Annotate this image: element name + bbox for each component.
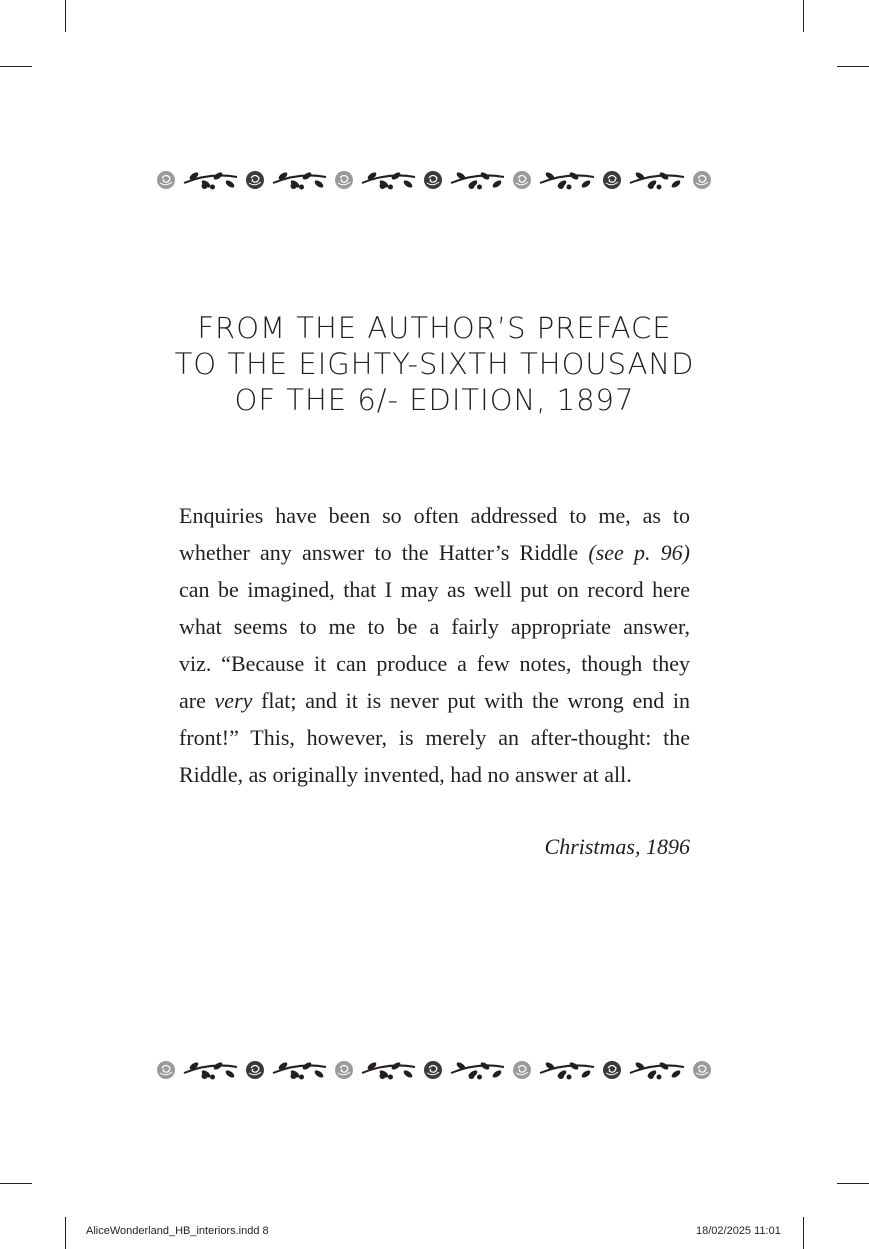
text-run: flat; and it is never put with the wrong end in: [252, 688, 691, 713]
crop-mark-top-right: [803, 0, 804, 32]
crop-mark-left-bottom: [0, 1183, 32, 1184]
rose-icon: [157, 171, 175, 189]
rose-icon: [693, 171, 711, 189]
crop-mark-left-top: [0, 66, 32, 67]
paragraph-line: [179, 682, 690, 719]
vine-sprig-icon: [273, 171, 326, 189]
rose-icon: [157, 1061, 175, 1079]
text-run: whether any answer to the Hatter’s Riddle: [179, 540, 589, 565]
rose-icon: [335, 171, 353, 189]
text-run: are: [179, 688, 215, 713]
rose-icon: [603, 1061, 621, 1079]
ornament-border-bottom: [0, 1056, 869, 1086]
heading-line-3: OF THE 6/- EDITION, 1897: [234, 383, 635, 417]
paragraph-line: Enquiries have been so often addressed to me, as to: [179, 503, 690, 528]
footer-datetime: 18/02/2025 11:01: [696, 1225, 781, 1237]
vine-sprig-icon: [540, 171, 594, 189]
crop-mark-right-bottom: [837, 1183, 869, 1184]
heading-line-2: TO THE EIGHTY-SIXTH THOUSAND: [174, 347, 695, 381]
vine-sprig-icon: [184, 171, 237, 189]
paragraph-line: can be imagined, that I may as well put on record here: [179, 577, 690, 602]
paragraph-line: Riddle, as originally invented, had no answer at all.: [179, 762, 632, 787]
footer-file-name: AliceWonderland_HB_interiors.indd 8: [86, 1225, 269, 1237]
preface-heading: [0, 310, 869, 418]
rose-icon: [424, 171, 442, 189]
rose-icon: [246, 1061, 264, 1079]
page-reference: (see p. 96): [588, 540, 690, 565]
preface-paragraph: [179, 497, 690, 793]
rose-icon: [246, 171, 264, 189]
ornament-border-top: [0, 166, 869, 196]
paragraph-line: viz. “Because it can produce a few notes, though they: [179, 651, 690, 676]
vine-sprig-icon: [362, 171, 415, 189]
heading-line-1: FROM THE AUTHOR’S PREFACE: [197, 311, 672, 345]
crop-mark-right-top: [837, 66, 869, 67]
crop-mark-top-left: [65, 0, 66, 32]
paragraph-line: front!” This, however, is merely an after-thought: the: [179, 725, 690, 750]
paragraph-line: what seems to me to be a fairly appropriate answer,: [179, 614, 690, 639]
rose-icon: [424, 1061, 442, 1079]
rose-icon: [693, 1061, 711, 1079]
emphasis-very: very: [214, 688, 253, 713]
crop-mark-bottom-right: [803, 1217, 804, 1249]
vine-sprig-icon: [630, 171, 684, 189]
vine-sprig-icon: [540, 1061, 594, 1079]
crop-mark-bottom-left: [65, 1217, 66, 1249]
rose-icon: [513, 171, 531, 189]
paragraph-line: [179, 534, 690, 571]
vine-sprig-icon: [451, 1061, 504, 1079]
vine-sprig-icon: [273, 1061, 326, 1079]
rose-icon: [603, 171, 621, 189]
rose-icon: [335, 1061, 353, 1079]
vine-sprig-icon: [184, 1061, 237, 1079]
rose-icon: [513, 1061, 531, 1079]
vine-sprig-icon: [362, 1061, 415, 1079]
vine-sprig-icon: [451, 171, 504, 189]
signature-date: Christmas, 1896: [544, 834, 690, 859]
vine-sprig-icon: [630, 1061, 684, 1079]
